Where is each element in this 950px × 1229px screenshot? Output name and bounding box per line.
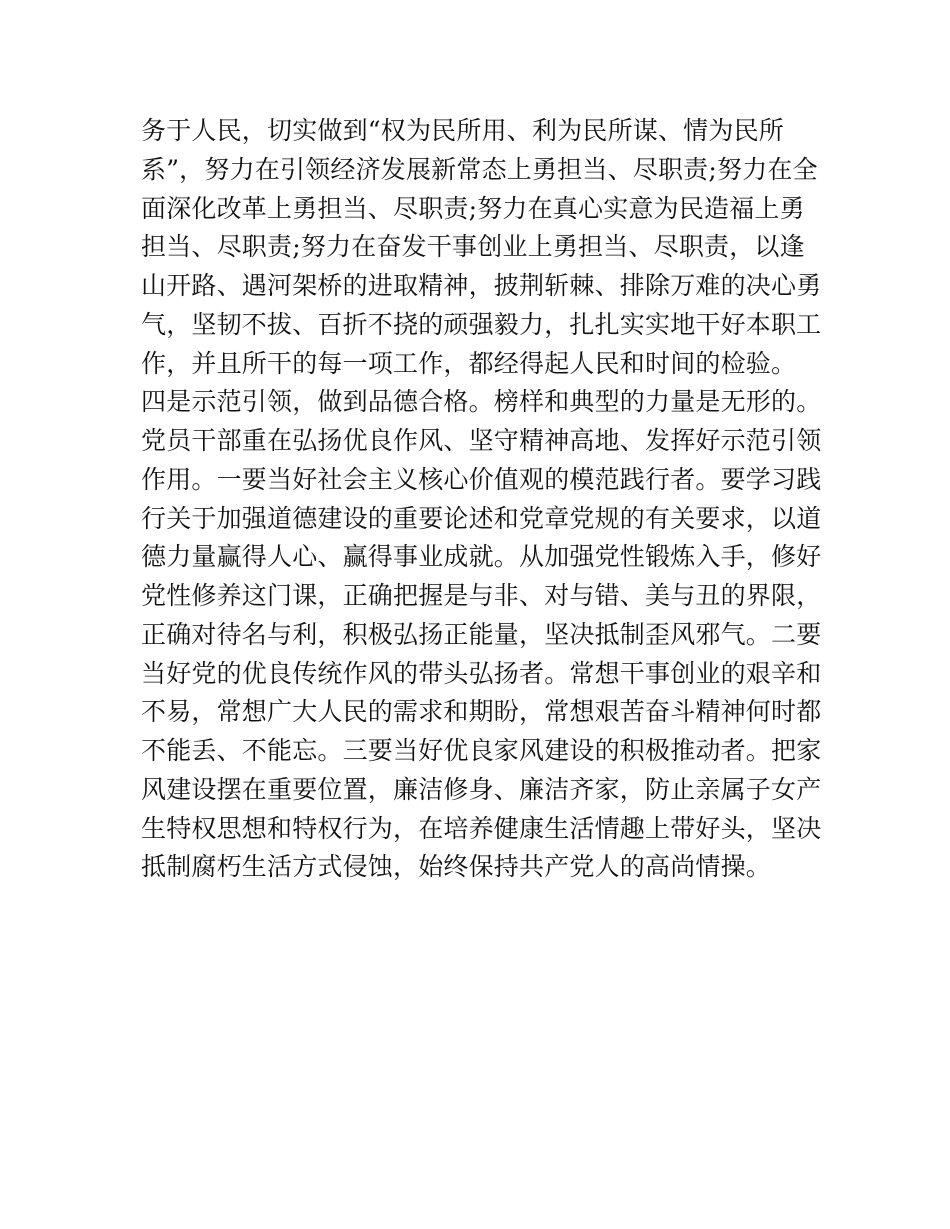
text-line: 担当、尽职责;努力在奋发干事创业上勇担当、尽职责，以逢 [141, 232, 805, 262]
text-line: 系”，努力在引领经济发展新常态上勇担当、尽职责;努力在全 [141, 154, 818, 184]
text-line: 气，坚韧不拔、百折不挠的顽强毅力，扎扎实实地干好本职工 [141, 309, 822, 339]
text-line: 作用。一要当好社会主义核心价值观的模范践行者。要学习践 [141, 464, 822, 494]
text-line: 不能丢、不能忘。三要当好优良家风建设的积极推动者。把家 [141, 736, 822, 765]
text-line: 当好党的优良传统作风的带头弘扬者。常想干事创业的艰辛和 [141, 658, 822, 688]
body-text [141, 112, 821, 887]
text-line: 不易，常想广大人民的需求和期盼，常想艰苦奋斗精神何时都 [141, 697, 822, 727]
text-line: 风建设摆在重要位置，廉洁修身、廉洁齐家，防止亲属子女产 [141, 774, 822, 804]
text-line: 四是示范引领，做到品德合格。榜样和典型的力量是无形的。 [141, 387, 822, 417]
text-line: 党员干部重在弘扬优良作风、坚守精神高地、发挥好示范引领 [141, 426, 822, 455]
text-line: 务于人民，切实做到“权为民所用、利为民所谋、情为民所 [141, 116, 784, 145]
text-line: 抵制腐朽生活方式侵蚀，始终保持共产党人的高尚情操。 [141, 852, 772, 882]
text-line: 作，并且所干的每一项工作，都经得起人民和时间的检验。 [141, 348, 797, 378]
text-line: 德力量赢得人心、赢得事业成就。从加强党性锻炼入手，修好 [141, 542, 822, 572]
text-line: 生特权思想和特权行为，在培养健康生活情趣上带好头，坚决 [141, 813, 822, 843]
text-line: 山开路、遇河架桥的进取精神，披荆斩棘、排除万难的决心勇 [141, 271, 822, 300]
text-line: 面深化改革上勇担当、尽职责;努力在真心实意为民造福上勇 [141, 193, 805, 223]
text-line: 正确对待名与利，积极弘扬正能量，坚决抵制歪风邪气。二要 [141, 619, 822, 649]
text-line: 行关于加强道德建设的重要论述和党章党规的有关要求，以道 [141, 503, 822, 533]
text-line: 党性修养这门课，正确把握是与非、对与错、美与丑的界限， [141, 581, 822, 610]
